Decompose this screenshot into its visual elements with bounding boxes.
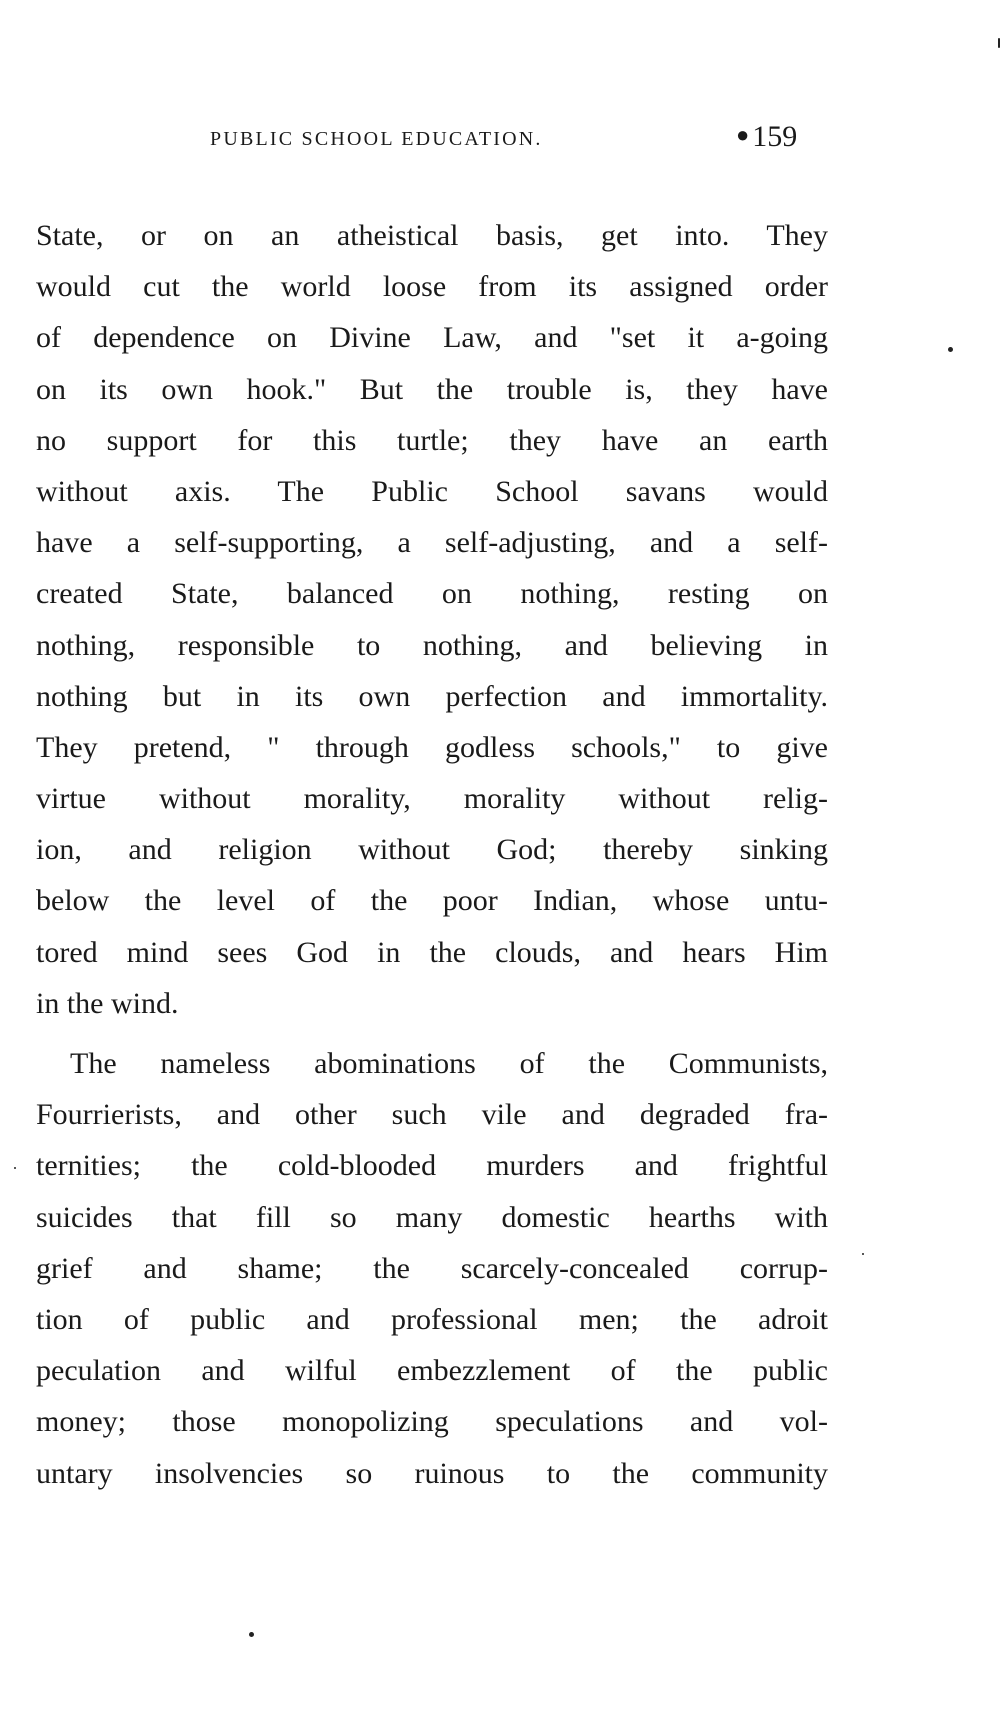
paragraph-gap (36, 1029, 828, 1038)
text-line: nothing, responsible to nothing, and believing in (36, 628, 828, 662)
text-line: State, or on an atheistical basis, get into. They (36, 219, 828, 252)
text-line: of dependence on Divine Law, and "set it a-going (36, 321, 828, 355)
body-text (36, 210, 828, 1499)
text-line: virtue without morality, morality without relig- (36, 782, 828, 816)
paragraph (36, 1038, 828, 1499)
page-number-value: 159 (752, 120, 798, 153)
scan-speck (948, 347, 953, 352)
text-line: money; those monopolizing speculations and vol- (36, 1405, 828, 1439)
text-line: ion, and religion without God; thereby sinking (36, 833, 828, 867)
paragraph (36, 210, 828, 1029)
text-line: in the wind. (36, 986, 179, 1020)
text-line: created State, balanced on nothing, resting on (36, 577, 828, 611)
scan-speck (998, 38, 1000, 48)
text-line: They pretend, " through godless schools," to give (36, 730, 828, 764)
text-line: have a self-supporting, a self-adjusting, and a self- (36, 526, 828, 560)
text-line: on its own hook." But the trouble is, they have (36, 372, 828, 406)
text-line: nothing but in its own perfection and immortality. (36, 679, 828, 713)
text-line: no support for this turtle; they have an earth (36, 423, 828, 457)
scan-speck (14, 1167, 16, 1169)
text-line: ternities; the cold-blooded murders and frightful (36, 1149, 828, 1183)
running-head: PUBLIC SCHOOL EDUCATION. (210, 128, 543, 150)
scan-speck (249, 1632, 254, 1637)
text-line: suicides that fill so many domestic hearths with (36, 1200, 828, 1234)
text-line: tion of public and professional men; the adroit (36, 1302, 828, 1336)
text-line: below the level of the poor Indian, whose untu- (36, 884, 828, 918)
text-line: would cut the world loose from its assigned order (36, 270, 828, 304)
text-line: grief and shame; the scarcely-concealed corrup- (36, 1251, 828, 1285)
page-number (736, 120, 797, 154)
bullet-icon: ● (736, 122, 750, 147)
text-line: untary insolvencies so ruinous to the community (36, 1456, 828, 1490)
text-line: tored mind sees God in the clouds, and hears Him (36, 935, 828, 969)
scan-speck (862, 1253, 864, 1255)
text-line: Fourrierists, and other such vile and degraded fra- (36, 1098, 828, 1132)
text-line: peculation and wilful embezzlement of the public (36, 1354, 828, 1388)
text-line: The nameless abominations of the Communists, (70, 1047, 828, 1080)
text-line: without axis. The Public School savans would (36, 474, 828, 508)
